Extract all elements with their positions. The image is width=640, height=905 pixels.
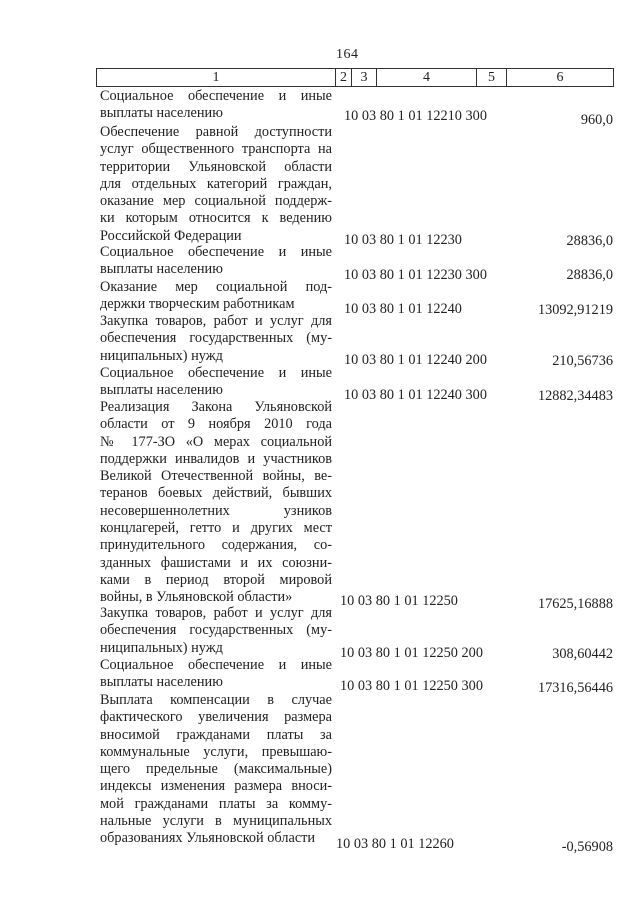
row-codes: 10 03 80 1 01 12250 300 — [340, 678, 483, 694]
desc-line: Социальное обеспечение и иные — [100, 657, 332, 673]
row-amount: 13092,91219 — [537, 302, 613, 318]
desc-line: зданных фашистами и их союзни- — [100, 554, 332, 571]
row-codes: 10 03 80 1 01 12240 300 — [344, 387, 487, 403]
desc-line: теранов боевых действий, бывших — [100, 485, 332, 502]
desc-line: Социальное обеспечение и иные — [100, 365, 332, 381]
desc-line: выплаты населению — [100, 382, 223, 399]
row-amount: 17625,16888 — [537, 596, 613, 612]
desc-line: выплаты населению — [100, 261, 223, 278]
row-amount: 28836,0 — [566, 267, 613, 283]
desc-line: фактического увеличения размера — [100, 709, 332, 726]
header-col-5: 5 — [477, 69, 507, 86]
desc-line: ниципальных) нужд — [100, 347, 223, 364]
row-amount: 12882,34483 — [537, 388, 613, 404]
row-codes: 10 03 80 1 01 12240 200 — [344, 352, 487, 368]
desc-line: ниципальных) нужд — [100, 639, 223, 656]
row-amount: 308,60442 — [552, 646, 613, 662]
row-codes: 10 03 80 1 01 12230 300 — [344, 267, 487, 283]
desc-line: поддержки инвалидов и участников — [100, 450, 332, 467]
desc-line: несовершеннолетних узников — [100, 502, 332, 519]
row-description — [100, 399, 332, 607]
desc-line: области от 9 ноября 2010 года — [100, 416, 332, 433]
desc-line: держки творческим работникам — [100, 296, 295, 313]
row-description — [100, 124, 332, 245]
row-description — [100, 605, 332, 657]
desc-line: обеспечения государственных (му- — [100, 622, 332, 639]
row-amount: 28836,0 — [566, 233, 613, 249]
row-codes: 10 03 80 1 01 12210 300 — [344, 108, 487, 124]
row-description — [100, 313, 332, 365]
desc-line: ками в период второй мировой — [100, 571, 332, 588]
desc-line: Российской Федерации — [100, 227, 242, 244]
desc-line: вносимой гражданами платы за — [100, 726, 332, 743]
desc-line: щего предельные (максимальные) — [100, 761, 332, 778]
row-codes: 10 03 80 1 01 12260 — [336, 836, 454, 852]
row-amount: 210,56736 — [552, 353, 613, 369]
desc-line: обеспечения государственных (му- — [100, 330, 332, 347]
desc-line: для отдельных категорий граждан, — [100, 175, 332, 192]
page-number: 164 — [336, 47, 359, 62]
desc-line: Реализация Закона Ульяновской — [100, 399, 332, 415]
desc-line: нальные услуги в муниципальных — [100, 813, 332, 830]
header-col-3: 3 — [352, 69, 377, 86]
desc-line: коммунальные услуги, превышаю- — [100, 743, 332, 760]
row-codes: 10 03 80 1 01 12240 — [344, 301, 462, 317]
desc-line: войны, в Ульяновской области» — [100, 589, 293, 606]
desc-line: принудительного содержания, со- — [100, 537, 332, 554]
desc-line: услуг общественного транспорта на — [100, 141, 332, 158]
header-col-1: 1 — [97, 69, 336, 86]
row-codes: 10 03 80 1 01 12250 200 — [340, 645, 483, 661]
row-description — [100, 88, 332, 123]
desc-line: концлагерей, гетто и других мест — [100, 520, 332, 537]
desc-line: № 177-ЗО «О мерах социальной — [100, 433, 332, 450]
desc-line: Социальное обеспечение и иные — [100, 88, 332, 104]
row-amount: -0,56908 — [561, 839, 613, 855]
desc-line: ки которым относится к ведению — [100, 210, 332, 227]
row-amount: 17316,56446 — [537, 680, 613, 696]
desc-line: территории Ульяновской области — [100, 158, 332, 175]
desc-line: Обеспечение равной доступности — [100, 124, 332, 140]
desc-line: Выплата компенсации в случае — [100, 692, 332, 708]
row-amount: 960,0 — [580, 112, 613, 128]
table-header — [96, 68, 614, 87]
row-description — [100, 365, 332, 400]
desc-line: оказание мер социальной поддерж- — [100, 193, 332, 210]
desc-line: Социальное обеспечение и иные — [100, 244, 332, 260]
desc-line: образованиях Ульяновской области — [100, 830, 316, 847]
row-codes: 10 03 80 1 01 12230 — [344, 232, 462, 248]
desc-line: Великой Отечественной войны, ве- — [100, 468, 332, 485]
row-description — [100, 244, 332, 279]
header-col-4: 4 — [377, 69, 477, 86]
desc-line: индексы изменения размера вноси- — [100, 778, 332, 795]
desc-line: выплаты населению — [100, 674, 223, 691]
desc-line: Оказание мер социальной под- — [100, 279, 332, 295]
desc-line: Закупка товаров, работ и услуг для — [100, 605, 332, 621]
row-codes: 10 03 80 1 01 12250 — [340, 593, 458, 609]
row-description — [100, 657, 332, 692]
row-description — [100, 279, 332, 314]
header-col-2: 2 — [336, 69, 352, 86]
desc-line: Закупка товаров, работ и услуг для — [100, 313, 332, 329]
row-description — [100, 692, 332, 848]
header-col-6: 6 — [556, 70, 564, 85]
desc-line: мой гражданами платы за комму- — [100, 795, 332, 812]
desc-line: выплаты населению — [100, 105, 223, 122]
